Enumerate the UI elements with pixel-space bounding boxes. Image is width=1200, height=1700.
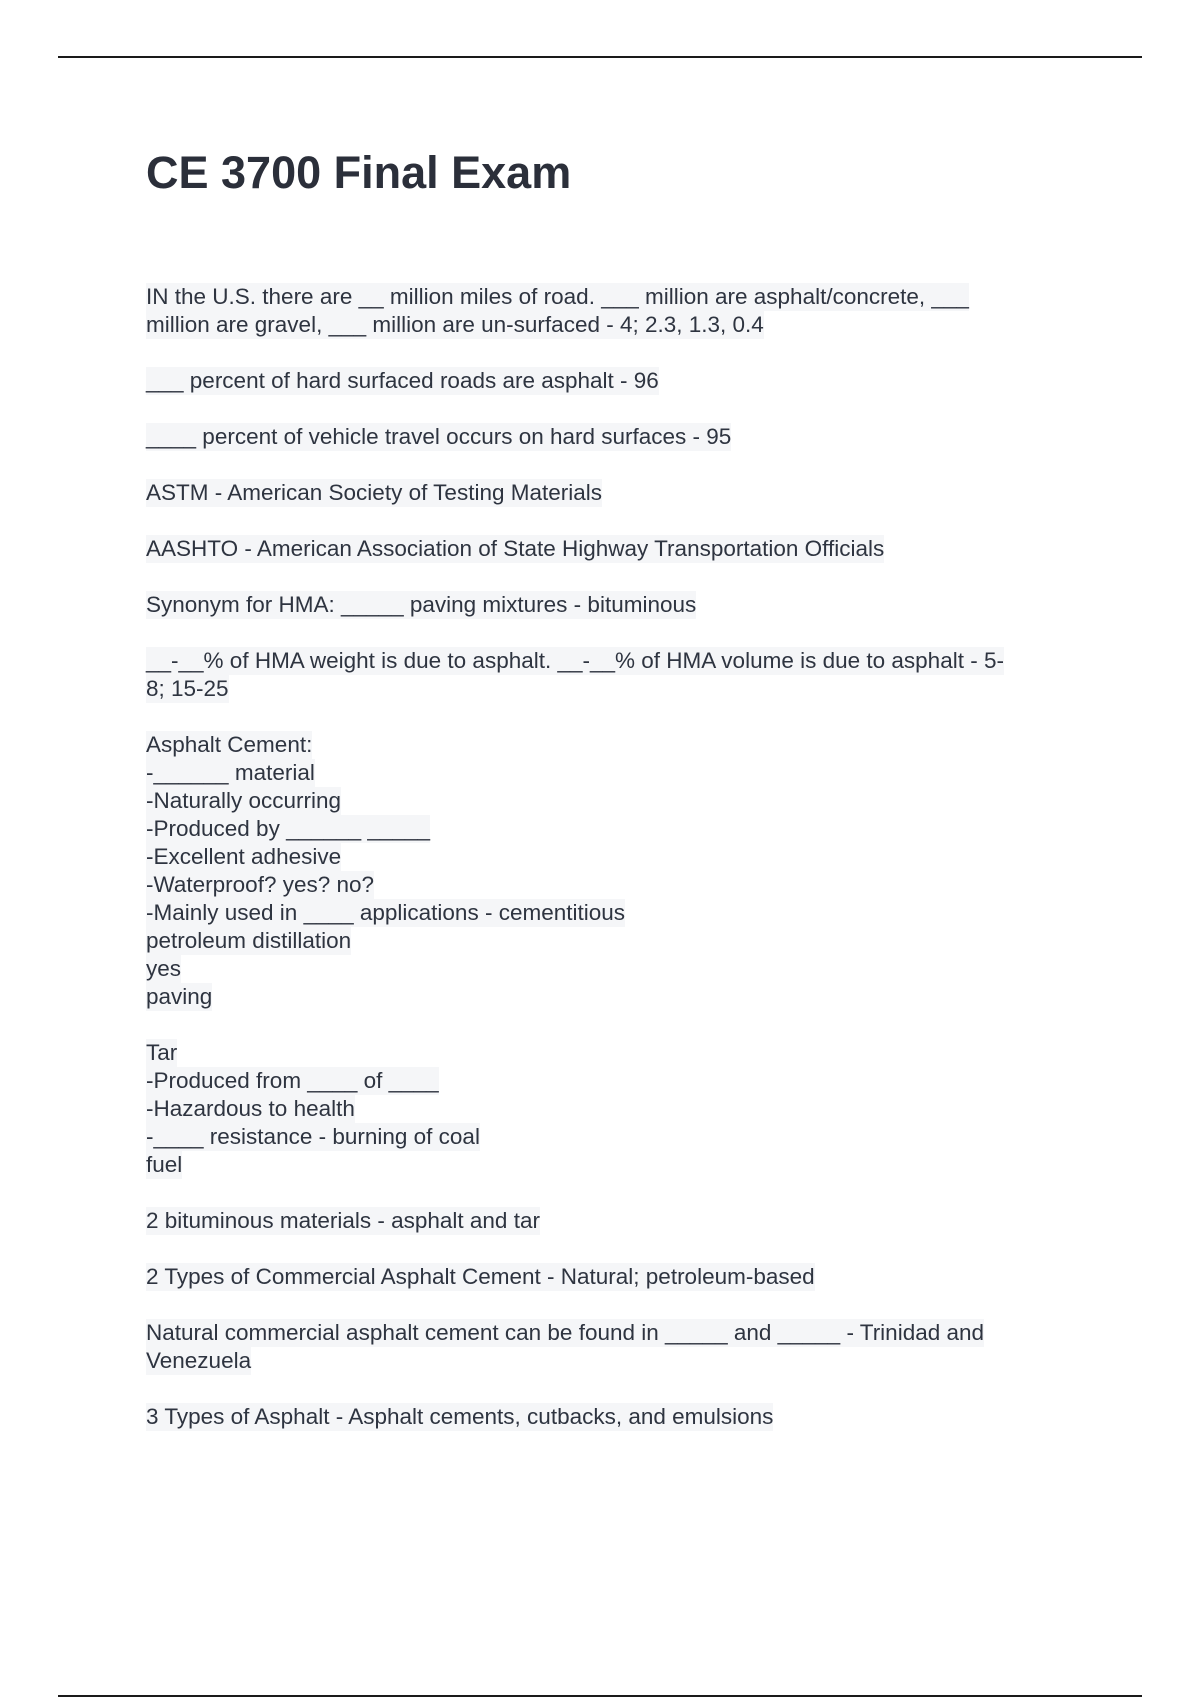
flashcard-line: petroleum distillation [146,928,352,953]
flashcard-line: 3 Types of Asphalt - Asphalt cements, cutbacks, and emulsions [146,1404,774,1429]
flashcard-line: ASTM - American Society of Testing Materials [146,480,602,505]
flashcard-line: -Naturally occurring [146,788,342,813]
flashcard [146,1039,1086,1179]
flashcard [146,1403,1086,1431]
flashcard-line: -Hazardous to health [146,1096,355,1121]
flashcard-line: AASHTO - American Association of State Highway Transportation Officials [146,536,885,561]
bottom-rule [58,1695,1142,1697]
flashcard-line: 2 bituminous materials - asphalt and tar [146,1208,540,1233]
flashcard-line: -Produced from ____ of ____ [146,1068,439,1093]
flashcard [146,535,1086,563]
top-rule [58,56,1142,58]
flashcard-line: Venezuela [146,1348,252,1373]
flashcard-line: -______ material [146,760,315,785]
flashcard [146,1319,1086,1375]
flashcard-line: -Mainly used in ____ applications - cementitious [146,900,626,925]
flashcard-line: fuel [146,1152,183,1177]
flashcard [146,1263,1086,1291]
flashcard [146,479,1086,507]
flashcard-line: IN the U.S. there are __ million miles of road. ___ million are asphalt/concrete, ___ [146,284,969,309]
flashcard-line: -Produced by ______ _____ [146,816,430,841]
flashcard-line: paving [146,984,213,1009]
flashcard-list [146,283,1086,1459]
flashcard [146,647,1086,703]
flashcard [146,423,1086,451]
flashcard [146,591,1086,619]
flashcard [146,367,1086,395]
flashcard-line: -Excellent adhesive [146,844,342,869]
flashcard-line: __-__% of HMA weight is due to asphalt. __-__% of HMA volume is due to asphalt - 5- [146,648,1004,673]
flashcard-line: -Waterproof? yes? no? [146,872,375,897]
flashcard-line: million are gravel, ___ million are un-surfaced - 4; 2.3, 1.3, 0.4 [146,312,764,337]
page-title: CE 3700 Final Exam [146,147,572,198]
flashcard-line: ____ percent of vehicle travel occurs on hard surfaces - 95 [146,424,732,449]
flashcard-line: 2 Types of Commercial Asphalt Cement - Natural; petroleum-based [146,1264,815,1289]
flashcard-line: Asphalt Cement: [146,732,313,757]
flashcard-line: Synonym for HMA: _____ paving mixtures - bituminous [146,592,697,617]
flashcard [146,1207,1086,1235]
flashcard-line: yes [146,956,182,981]
flashcard-line: -____ resistance - burning of coal [146,1124,480,1149]
flashcard-line: Natural commercial asphalt cement can be found in _____ and _____ - Trinidad and [146,1320,985,1345]
flashcard-line: ___ percent of hard surfaced roads are asphalt - 96 [146,368,659,393]
flashcard-line: Tar [146,1040,178,1065]
flashcard [146,731,1086,1011]
flashcard-line: 8; 15-25 [146,676,229,701]
flashcard [146,283,1086,339]
